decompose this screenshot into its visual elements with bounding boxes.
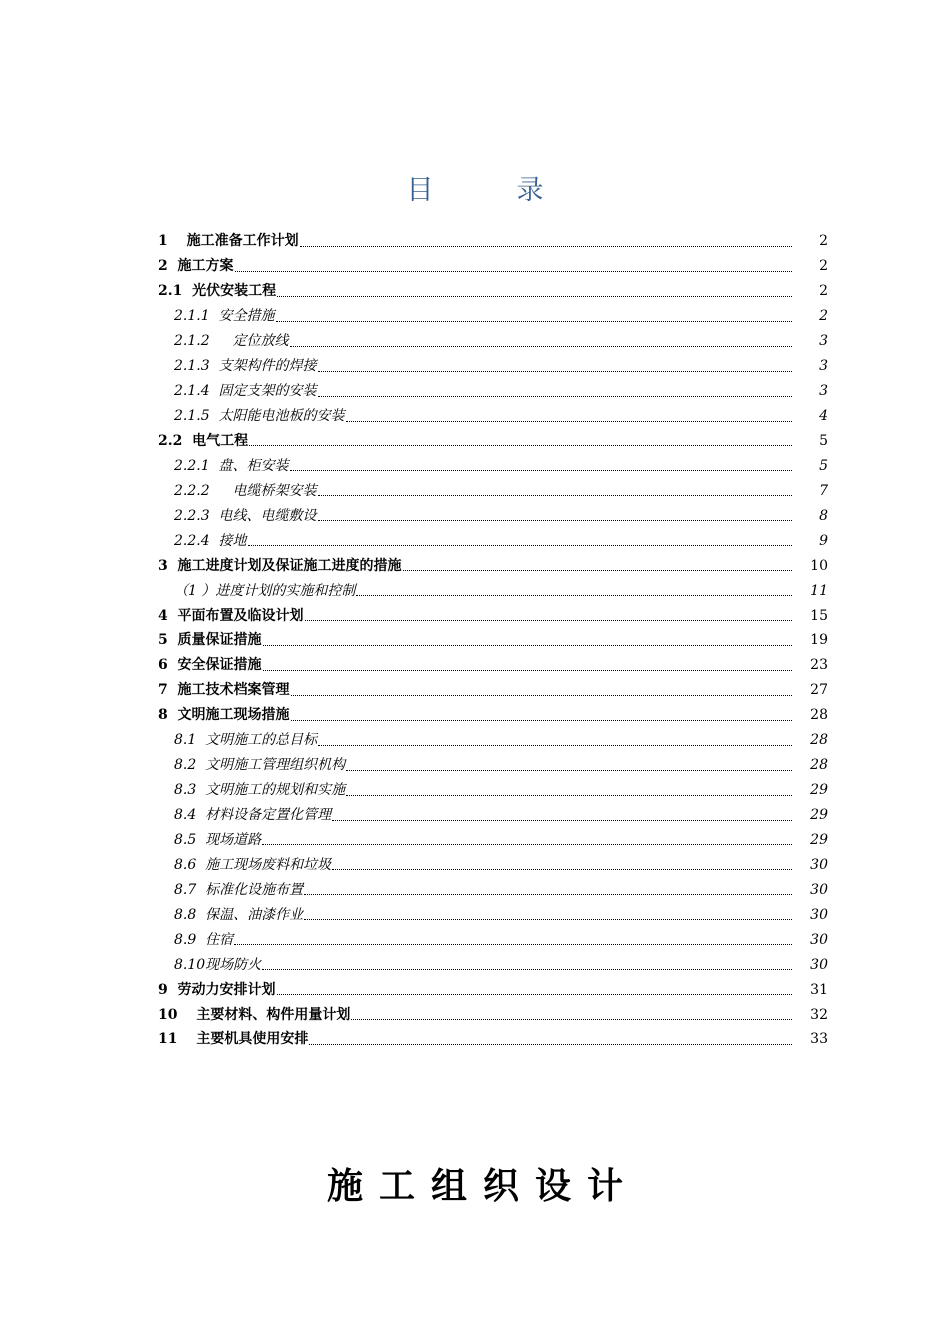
toc-entry[interactable] bbox=[158, 404, 828, 429]
toc-entry[interactable] bbox=[158, 279, 828, 304]
toc-entry-label: 8.6 施工现场废料和垃圾 bbox=[174, 856, 332, 873]
toc-entry-page-number: 5 bbox=[819, 457, 828, 474]
toc-entry-page-number: 30 bbox=[810, 931, 828, 948]
toc-entry[interactable] bbox=[158, 753, 828, 778]
toc-entry[interactable] bbox=[158, 952, 828, 977]
toc-dot-leader bbox=[277, 994, 793, 995]
toc-dot-leader bbox=[291, 695, 793, 696]
toc-entry-label: 8.4 材料设备定置化管理 bbox=[174, 807, 332, 824]
toc-entry-label: 8.3 文明施工的规划和实施 bbox=[174, 782, 346, 799]
toc-entry-label: 2.2.3 电线、电缆敷设 bbox=[174, 507, 317, 524]
toc-entry-label: 8.10现场防火 bbox=[174, 956, 262, 973]
toc-entry[interactable] bbox=[158, 503, 828, 528]
toc-entry[interactable] bbox=[158, 828, 828, 853]
toc-entry-page-number: 8 bbox=[819, 507, 828, 524]
toc-entry-page-number: 15 bbox=[810, 607, 828, 624]
toc-entry-page-number: 3 bbox=[819, 383, 828, 400]
toc-entry-page-number: 9 bbox=[819, 532, 828, 549]
toc-entry[interactable] bbox=[158, 254, 828, 279]
toc-entry-page-number: 28 bbox=[810, 707, 828, 724]
toc-dot-leader bbox=[290, 346, 792, 347]
toc-entry-label: 8.8 保温、油漆作业 bbox=[174, 906, 304, 923]
toc-entry-label: 2.1.2 定位放线 bbox=[174, 333, 289, 350]
toc-entry[interactable] bbox=[158, 329, 828, 354]
toc-dot-leader bbox=[318, 495, 792, 496]
toc-entry[interactable] bbox=[158, 553, 828, 578]
toc-entry-page-number: 2 bbox=[819, 308, 828, 325]
toc-entry-label: 3 施工进度计划及保证施工进度的措施 bbox=[158, 557, 402, 574]
toc-dot-leader bbox=[248, 545, 792, 546]
toc-dot-leader bbox=[262, 844, 792, 845]
toc-entry-label: 2.2.4 接地 bbox=[174, 532, 247, 549]
toc-entry[interactable] bbox=[158, 379, 828, 404]
toc-entry-page-number: 11 bbox=[810, 582, 828, 599]
toc-entry-page-number: 30 bbox=[810, 956, 828, 973]
toc-dot-leader bbox=[318, 520, 792, 521]
toc-entry-page-number: 2 bbox=[819, 258, 828, 275]
toc-entry-label: 7 施工技术档案管理 bbox=[158, 682, 290, 699]
toc-dot-leader bbox=[332, 820, 792, 821]
toc-entry-label: 1 施工准备工作计划 bbox=[158, 233, 299, 250]
toc-entry-page-number: 29 bbox=[810, 831, 828, 848]
toc-entry-label: 2.1.1 安全措施 bbox=[174, 308, 275, 325]
toc-dot-leader bbox=[356, 595, 792, 596]
toc-entry-page-number: 33 bbox=[810, 1031, 828, 1048]
toc-entry[interactable] bbox=[158, 1027, 828, 1052]
toc-dot-leader bbox=[304, 919, 792, 920]
toc-dot-leader bbox=[262, 969, 792, 970]
toc-entry-page-number: 2 bbox=[819, 233, 828, 250]
toc-dot-leader bbox=[277, 296, 792, 297]
toc-entry[interactable] bbox=[158, 429, 828, 454]
toc-entry-page-number: 23 bbox=[810, 657, 828, 674]
toc-entry-page-number: 5 bbox=[819, 432, 828, 449]
toc-entry-label: 2.2.1 盘、柜安装 bbox=[174, 457, 289, 474]
toc-dot-leader bbox=[332, 869, 792, 870]
table-of-contents bbox=[158, 229, 828, 1052]
toc-dot-leader bbox=[291, 720, 793, 721]
toc-entry[interactable] bbox=[158, 354, 828, 379]
toc-entry-page-number: 29 bbox=[810, 782, 828, 799]
toc-heading: 目 录 bbox=[406, 175, 572, 206]
toc-entry[interactable] bbox=[158, 528, 828, 553]
toc-entry[interactable] bbox=[158, 578, 828, 603]
toc-entry-label: 2.1.5 太阳能电池板的安装 bbox=[174, 408, 345, 425]
toc-entry-label: 2 施工方案 bbox=[158, 258, 234, 275]
toc-dot-leader bbox=[263, 670, 793, 671]
toc-entry[interactable] bbox=[158, 453, 828, 478]
document-title: 施工组织设计 bbox=[326, 1165, 639, 1207]
toc-entry-label: 2.1.3 支架构件的焊接 bbox=[174, 358, 317, 375]
toc-entry-page-number: 3 bbox=[819, 358, 828, 375]
toc-entry[interactable] bbox=[158, 229, 828, 254]
toc-entry[interactable] bbox=[158, 803, 828, 828]
toc-dot-leader bbox=[346, 795, 792, 796]
toc-dot-leader bbox=[346, 770, 792, 771]
toc-entry-page-number: 7 bbox=[819, 482, 828, 499]
toc-entry-page-number: 28 bbox=[810, 732, 828, 749]
toc-entry-label: 8.5 现场道路 bbox=[174, 831, 262, 848]
toc-entry-page-number: 28 bbox=[810, 757, 828, 774]
toc-entry-label: 2.1 光伏安装工程 bbox=[158, 283, 277, 300]
toc-entry[interactable] bbox=[158, 877, 828, 902]
toc-dot-leader bbox=[300, 246, 792, 247]
toc-entry-page-number: 3 bbox=[819, 333, 828, 350]
toc-entry-label: 10 主要材料、构件用量计划 bbox=[158, 1006, 351, 1023]
toc-entry[interactable] bbox=[158, 977, 828, 1002]
toc-entry[interactable] bbox=[158, 728, 828, 753]
toc-entry[interactable] bbox=[158, 628, 828, 653]
toc-entry[interactable] bbox=[158, 902, 828, 927]
toc-entry[interactable] bbox=[158, 653, 828, 678]
toc-entry[interactable] bbox=[158, 478, 828, 503]
toc-entry[interactable] bbox=[158, 304, 828, 329]
toc-entry[interactable] bbox=[158, 603, 828, 628]
toc-entry-page-number: 31 bbox=[810, 981, 828, 998]
toc-entry-label: 11 主要机具使用安排 bbox=[158, 1031, 309, 1048]
toc-entry[interactable] bbox=[158, 852, 828, 877]
toc-entry-page-number: 4 bbox=[819, 408, 828, 425]
toc-entry-page-number: 32 bbox=[810, 1006, 828, 1023]
toc-dot-leader bbox=[346, 421, 792, 422]
toc-dot-leader bbox=[249, 445, 792, 446]
toc-entry[interactable] bbox=[158, 703, 828, 728]
toc-dot-leader bbox=[234, 944, 792, 945]
toc-entry-label: 2.1.4 固定支架的安装 bbox=[174, 383, 317, 400]
toc-dot-leader bbox=[235, 271, 793, 272]
toc-entry-label: 8.1 文明施工的总目标 bbox=[174, 732, 318, 749]
toc-dot-leader bbox=[318, 396, 792, 397]
toc-entry-label: 6 安全保证措施 bbox=[158, 657, 262, 674]
toc-dot-leader bbox=[318, 371, 792, 372]
toc-entry-page-number: 30 bbox=[810, 856, 828, 873]
toc-entry[interactable] bbox=[158, 678, 828, 703]
toc-entry-label: 8.9 住宿 bbox=[174, 931, 234, 948]
toc-entry-label: 5 质量保证措施 bbox=[158, 632, 262, 649]
toc-entry[interactable] bbox=[158, 778, 828, 803]
toc-dot-leader bbox=[304, 894, 792, 895]
toc-entry-page-number: 2 bbox=[819, 283, 828, 300]
toc-dot-leader bbox=[263, 645, 793, 646]
toc-entry-page-number: 29 bbox=[810, 807, 828, 824]
toc-entry-label: （1 ）进度计划的实施和控制 bbox=[174, 582, 356, 599]
toc-dot-leader bbox=[318, 745, 792, 746]
toc-entry-label: 8.2 文明施工管理组织机构 bbox=[174, 757, 346, 774]
toc-dot-leader bbox=[403, 570, 793, 571]
toc-dot-leader bbox=[276, 321, 792, 322]
toc-entry-label: 4 平面布置及临设计划 bbox=[158, 607, 304, 624]
toc-entry-page-number: 30 bbox=[810, 906, 828, 923]
toc-dot-leader bbox=[309, 1044, 792, 1045]
toc-entry-label: 2.2.2 电缆桥架安装 bbox=[174, 482, 317, 499]
toc-dot-leader bbox=[290, 470, 792, 471]
toc-entry-label: 8 文明施工现场措施 bbox=[158, 707, 290, 724]
toc-entry-page-number: 27 bbox=[810, 682, 828, 699]
toc-dot-leader bbox=[351, 1019, 792, 1020]
toc-entry-label: 9 劳动力安排计划 bbox=[158, 981, 276, 998]
toc-entry-label: 8.7 标准化设施布置 bbox=[174, 881, 304, 898]
toc-entry-page-number: 30 bbox=[810, 881, 828, 898]
toc-entry-label: 2.2 电气工程 bbox=[158, 432, 249, 449]
toc-dot-leader bbox=[305, 620, 793, 621]
toc-entry[interactable] bbox=[158, 1002, 828, 1027]
toc-entry-page-number: 19 bbox=[810, 632, 828, 649]
toc-entry-page-number: 10 bbox=[810, 557, 828, 574]
toc-entry[interactable] bbox=[158, 927, 828, 952]
